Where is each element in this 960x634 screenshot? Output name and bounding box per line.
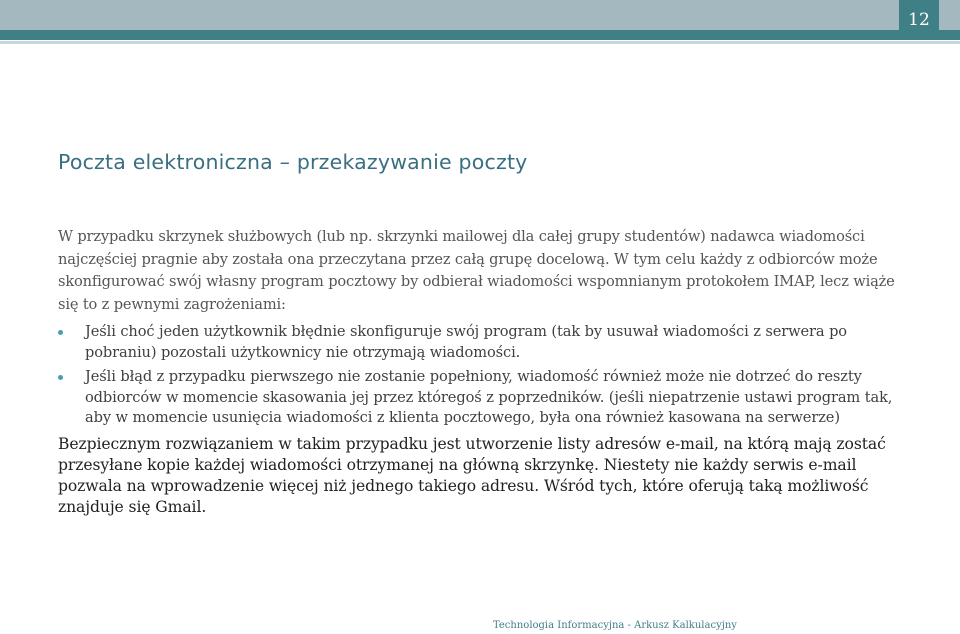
bullet-item [58, 322, 908, 363]
conclusion-paragraph: Bezpiecznym rozwiązaniem w takim przypadku jest utworzenie listy adresów e-mail, na którą mają zostać przesyłane kopie każdej wiadomości otrzymanej na główną skrzynkę. Niestety nie każdy serwis e-mail pozwala na wprowadzenie więcej niż jednego takiego adresu. Wśród tych, które oferują taką możliwość znajduje się Gmail. [58, 434, 886, 516]
bullet-text: Jeśli choć jeden użytkownik błędnie skonfiguruje swój program (tak by usuwał wiadomości z serwera po pobraniu) pozostali użytkownicy nie otrzymają wiadomości. [85, 323, 847, 361]
header-band [0, 0, 960, 30]
bullet-list [58, 322, 908, 429]
bullet-text: Jeśli błąd z przypadku pierwszego nie zostanie popełniony, wiadomość również może nie dotrzeć do reszty odbiorców w momencie skasowania jej przez któregoś z poprzedników. (jeśli niepatrzenie ustawi program tak, aby w momencie usunięcia wiadomości z klienta pocztowego, była ona również kasowana na serwerze) [85, 368, 893, 426]
bullet-item [58, 367, 908, 429]
footer-text: Technologia Informacyjna - Arkusz Kalkulacyjny [493, 620, 737, 631]
header-divider [0, 41, 960, 44]
intro-paragraph: W przypadku skrzynek służbowych (lub np. skrzynki mailowej dla całej grupy studentów) nadawca wiadomości najczęściej pragnie aby została ona przeczytana przez całą grupę docelową. W tym celu każdy z odbiorców może skonfigurować swój własny program pocztowy by odbierał wiadomości wspomnianym protokołem IMAP, lecz wiąże się to z pewnymi zagrożeniami: [58, 228, 895, 313]
bullet-dot-icon [58, 375, 63, 380]
header-stripe [0, 30, 960, 40]
bullet-dot-icon [58, 330, 63, 335]
page-number: 12 [899, 0, 939, 40]
slide-title: Poczta elektroniczna – przekazywanie poczty [58, 150, 528, 174]
slide-body [58, 226, 908, 518]
